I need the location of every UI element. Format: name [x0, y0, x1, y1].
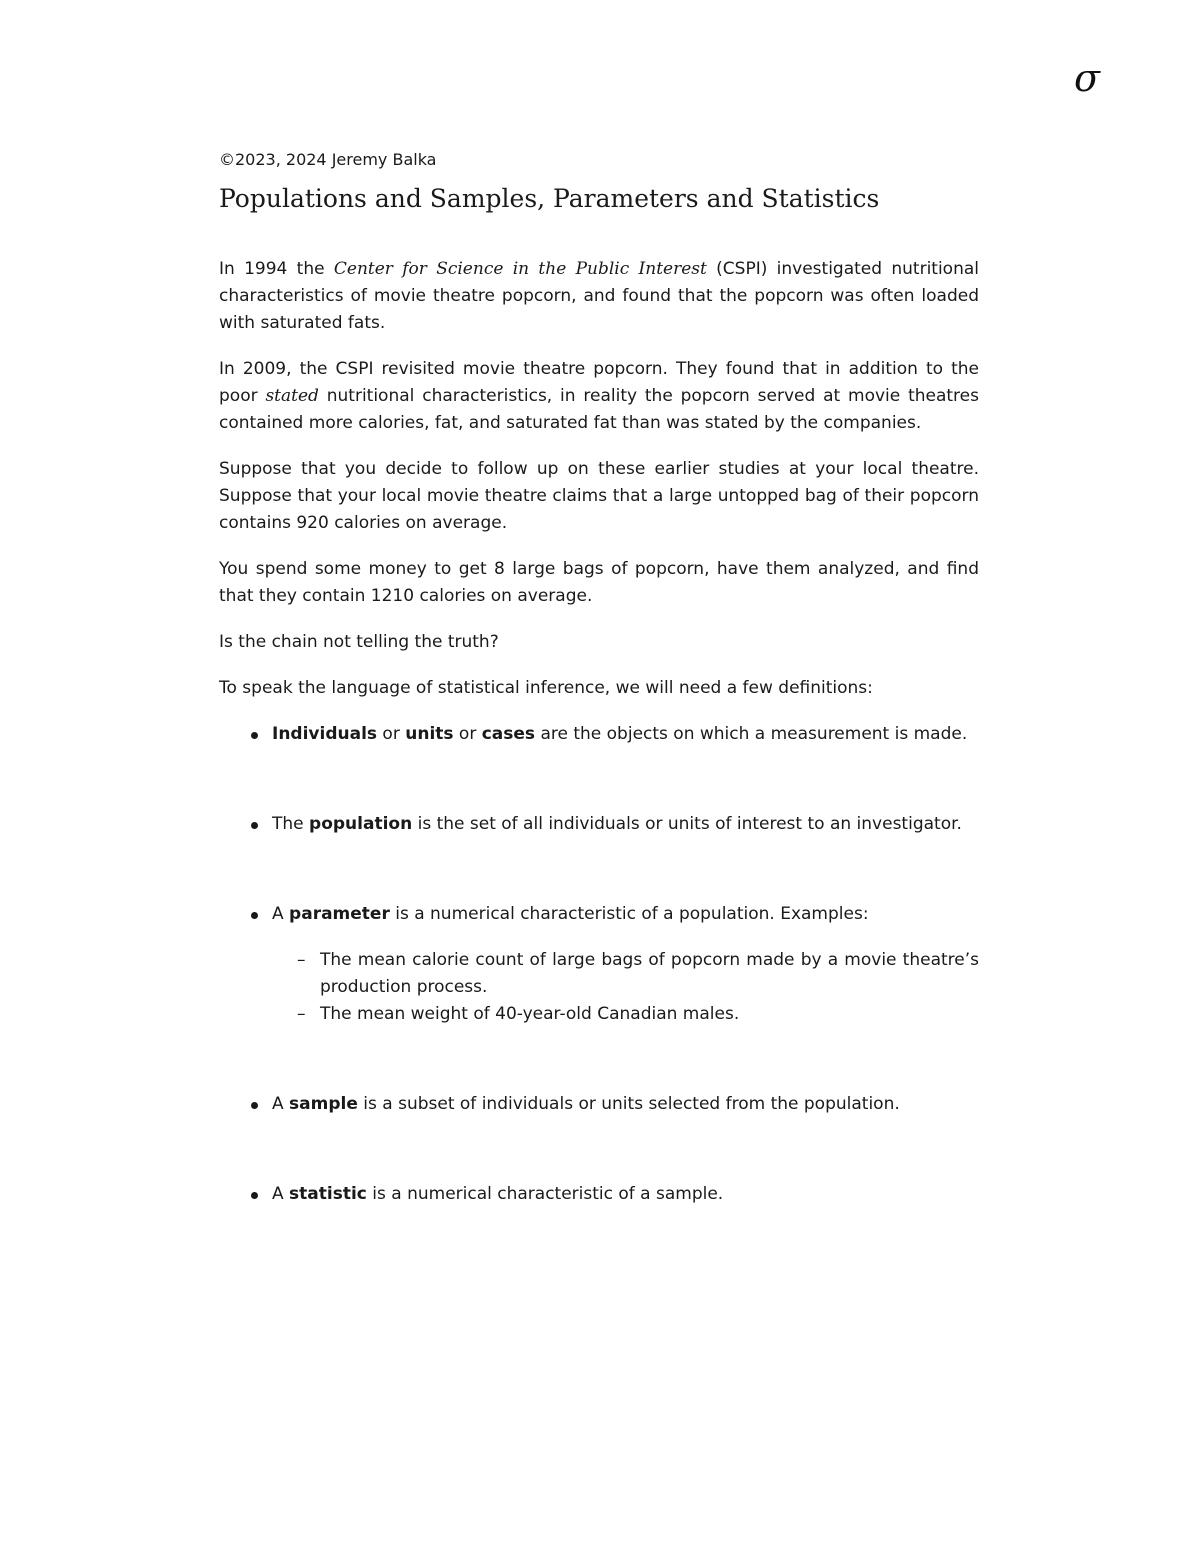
example-text: The mean calorie count of large bags of popcorn made by a movie theatre’s production process. — [320, 950, 979, 997]
text-span: A — [272, 1184, 290, 1204]
dash-icon: – — [297, 950, 306, 970]
term-statistic: statistic — [289, 1184, 367, 1204]
paragraph-sample-result: You spend some money to get 8 large bags of popcorn, have them analyzed, and find that they contain 1210 calories on average. — [219, 559, 979, 606]
text-span: are the objects on which a measurement is made. — [535, 724, 968, 744]
main-text — [219, 256, 979, 1208]
example-item — [272, 947, 979, 1001]
paragraph-definitions-intro: To speak the language of statistical inference, we will need a few definitions: — [219, 678, 873, 698]
paragraph-local-theatre: Suppose that you decide to follow up on these earlier studies at your local theatre. Suppose that your local movie theatre claims that a large untopped bag of their popcorn contains 920 calories on average. — [219, 459, 979, 533]
text-span: The — [272, 814, 310, 834]
bullet-icon — [251, 1192, 258, 1199]
copyright-line — [219, 146, 979, 174]
term-population: population — [309, 814, 413, 834]
text-span: is a numerical characteristic of a sample. — [366, 1184, 724, 1204]
text-span: In 2009, the CSPI revisited movie theatre popcorn. They found that in addition to the poor — [219, 359, 979, 406]
term-individuals: Individuals — [272, 724, 378, 744]
text-span: nutritional characteristics, in reality the popcorn served at movie theatres contained more calories, fat, and saturated fat than was stated by the companies. — [219, 386, 979, 433]
text-span: A — [272, 904, 290, 924]
definitions-list — [219, 721, 979, 1208]
text-span: is a subset of individuals or units selected from the population. — [357, 1094, 900, 1114]
copyright-icon: © — [219, 150, 235, 169]
paragraph-cspi-2009 — [219, 356, 979, 437]
text-span: or — [453, 724, 482, 744]
parameter-examples — [272, 947, 979, 1028]
copyright-text: 2023, 2024 Jeremy Balka — [235, 150, 437, 169]
dash-icon: – — [297, 1004, 306, 1024]
term-cases: cases — [481, 724, 536, 744]
text-span: (CSPI) investigated nutritional characteristics of movie theatre popcorn, and found that the popcorn was often loaded with saturated fats. — [219, 259, 979, 333]
example-text: The mean weight of 40-year-old Canadian males. — [320, 1004, 740, 1024]
bullet-icon — [251, 732, 258, 739]
paragraph-cspi-1994 — [219, 256, 979, 337]
sigma-logo-icon: σ — [1074, 56, 1100, 100]
term-sample: sample — [289, 1094, 358, 1114]
definition-statistic — [219, 1181, 979, 1208]
definition-individuals — [219, 721, 979, 748]
bullet-icon — [251, 1102, 258, 1109]
example-item — [272, 1001, 979, 1028]
bullet-icon — [251, 822, 258, 829]
paragraph-question: Is the chain not telling the truth? — [219, 632, 499, 652]
organization-name: Center for Science in the Public Interest — [333, 259, 707, 279]
emphasis-stated: stated — [265, 386, 319, 406]
text-span: A — [272, 1094, 290, 1114]
definition-parameter — [219, 901, 979, 1028]
text-span: or — [377, 724, 406, 744]
page-title: Populations and Samples, Parameters and Statistics — [219, 184, 880, 213]
term-parameter: parameter — [289, 904, 390, 924]
definition-sample — [219, 1091, 979, 1118]
text-span: is the set of all individuals or units of interest to an investigator. — [412, 814, 962, 834]
text-span: In 1994 the — [219, 259, 334, 279]
definition-population — [219, 811, 979, 838]
document-body — [219, 146, 979, 1208]
bullet-icon — [251, 912, 258, 919]
term-units: units — [405, 724, 454, 744]
text-span: is a numerical characteristic of a population. Examples: — [389, 904, 869, 924]
